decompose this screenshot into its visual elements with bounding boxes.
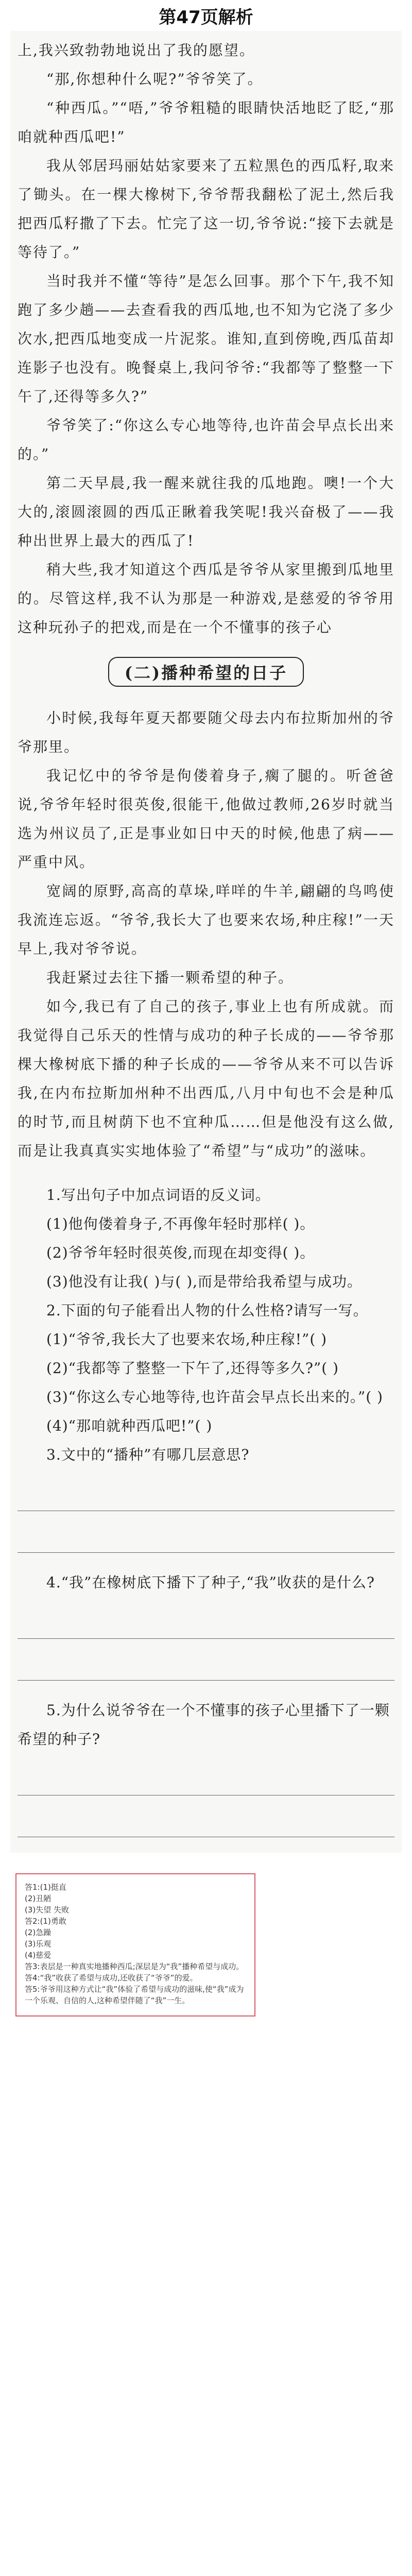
question-2b: (2)“我都等了整整一下午了,还得等多久?”( ) (46, 1360, 339, 1377)
question-1a: (1)他佝偻着身子,不再像年轻时那样( )。 (46, 1215, 315, 1232)
passage2-p1: 我记忆中的爷爷是佝偻着身子,瘸了腿的。听爸爸说,爷爷年轻时很英俊,很能干,他做过教师,26岁时就当选为州议员了,正是事业如日中天的时候,他患了病——严重中风。 (18, 767, 394, 871)
scanned-page (10, 31, 402, 1853)
passage1-p6: 第二天早晨,我一醒来就往我的瓜地跑。噢!一个大大的,滚圆滚圆的西瓜正瞅着我笑呢!我兴奋极了——我种出世界上最大的西瓜了! (18, 474, 394, 549)
passage2-p2: 宽阔的原野,高高的草垛,咩咩的牛羊,翩翩的鸟鸣使我流连忘返。“爷爷,我长大了也要来农场,种庄稼!”一天早上,我对爷爷说。 (18, 883, 394, 957)
section-heading-text: (二)播种希望的日子 (108, 657, 304, 687)
answer-row: 答5:爷爷用这种方式让“我”体验了希望与成功的滋味,使“我”成为一个乐观、自信的人,这种希望伴随了“我”一生。 (25, 1985, 244, 2005)
answer-row: (2)急躁 (25, 1928, 52, 1937)
passage1-p4: 当时我并不懂“等待”是怎么回事。那个下午,我不知跑了多少趟——去查看我的西瓜地,也不知为它浇了多少次水,把西瓜地变成一片泥浆。谁知,直到傍晚,西瓜苗却连影子也没有。晚餐桌上,我问爷爷:“我都等了整整一下午了,还得等多久?” (18, 273, 394, 405)
passage1-p2: “种西瓜。”“唔,”爷爷粗糙的眼睛快活地眨了眨,“那咱就种西瓜吧!” (18, 99, 394, 145)
answer-line (18, 1616, 394, 1639)
passage2-p4: 如今,我已有了自己的孩子,事业上也有所成就。而我觉得自己乐天的性情与成功的种子长成的——爷爷那棵大橡树底下播的种子长成的——爷爷从来不可以告诉我,在内布拉斯加州种不出西瓜,八月中旬也不会是种瓜的时节,而且树荫下也不宜种瓜……但是他没有这么做,而是让我真真实实地体验了“希望”与“成功”的滋味。 (18, 998, 394, 1159)
passage1-p0: 上,我兴致勃勃地说出了我的愿望。 (18, 42, 255, 59)
passage1-p1: “那,你想种什么呢?”爷爷笑了。 (46, 71, 263, 88)
answer-line (18, 1814, 394, 1837)
answer-line (18, 1657, 394, 1681)
question-1b: (2)爷爷年轻时很英俊,而现在却变得( )。 (46, 1244, 315, 1261)
answer-row: 答1:(1)挺直 (25, 1883, 66, 1892)
passage2-p3: 我赶紧过去往下播一颗希望的种子。 (46, 969, 294, 986)
answer-line (18, 1488, 394, 1511)
question-2: 2.下面的句子能看出人物的什么性格?请写一写。 (46, 1302, 368, 1319)
question-5: 5.为什么说爷爷在一个不懂事的孩子心里播下了一颗希望的种子? (18, 1702, 390, 1748)
question-4: 4.“我”在橡树底下播下了种子,“我”收获的是什么? (46, 1574, 375, 1591)
answer-row: (4)慈爱 (25, 1951, 52, 1960)
passage1-p5: 爷爷笑了:“你这么专心地等待,也许苗会早点长出来的。” (18, 417, 394, 463)
section-heading (10, 651, 402, 692)
question-2d: (4)“那咱就种西瓜吧!”( ) (46, 1417, 213, 1434)
question-2a: (1)“爷爷,我长大了也要来农场,种庄稼!”( ) (46, 1331, 328, 1348)
passage1-p3: 我从邻居玛丽姑姑家要来了五粒黑色的西瓜籽,取来了锄头。在一棵大橡树下,爷爷帮我翻松了泥土,然后我把西瓜籽撒了下去。忙完了这一切,爷爷说:“接下去就是等待了。” (18, 157, 394, 261)
answer-line (18, 1772, 394, 1795)
answer-row: 答2:(1)勇敢 (25, 1917, 66, 1926)
page-title: 第47页解析 (159, 7, 253, 28)
question-1c: (3)他没有让我( )与( ),而是带给我希望与成功。 (46, 1273, 363, 1290)
answer-row: 答4:“我”收获了希望与成功,还收获了“爷爷”的爱。 (25, 1973, 198, 1982)
passage1-p7: 稍大些,我才知道这个西瓜是爷爷从家里搬到瓜地里的。尽管这样,我不认为那是一种游戏,是慈爱的爷爷用这种玩孙子的把戏,而是在一个不懂事的孩子心 (18, 561, 394, 636)
answer-row: (3)失望 失败 (25, 1905, 70, 1914)
answer-row: (3)乐观 (25, 1939, 52, 1948)
question-3: 3.文中的“播种”有哪几层意思? (46, 1446, 250, 1463)
answer-key-box (15, 1873, 255, 2016)
question-2c: (3)“你这么专心地等待,也许苗会早点长出来的。”( ) (46, 1388, 383, 1405)
answer-row: (2)丑陋 (25, 1894, 52, 1903)
passage2-p0: 小时候,我每年夏天都要随父母去内布拉斯加州的爷爷那里。 (18, 709, 394, 755)
question-1: 1.写出句子中加点词语的反义词。 (46, 1187, 270, 1204)
answer-row: 答3:表层是一种真实地播种西瓜;深层是为“我”播种希望与成功。 (25, 1962, 244, 1971)
answer-line (18, 1530, 394, 1553)
